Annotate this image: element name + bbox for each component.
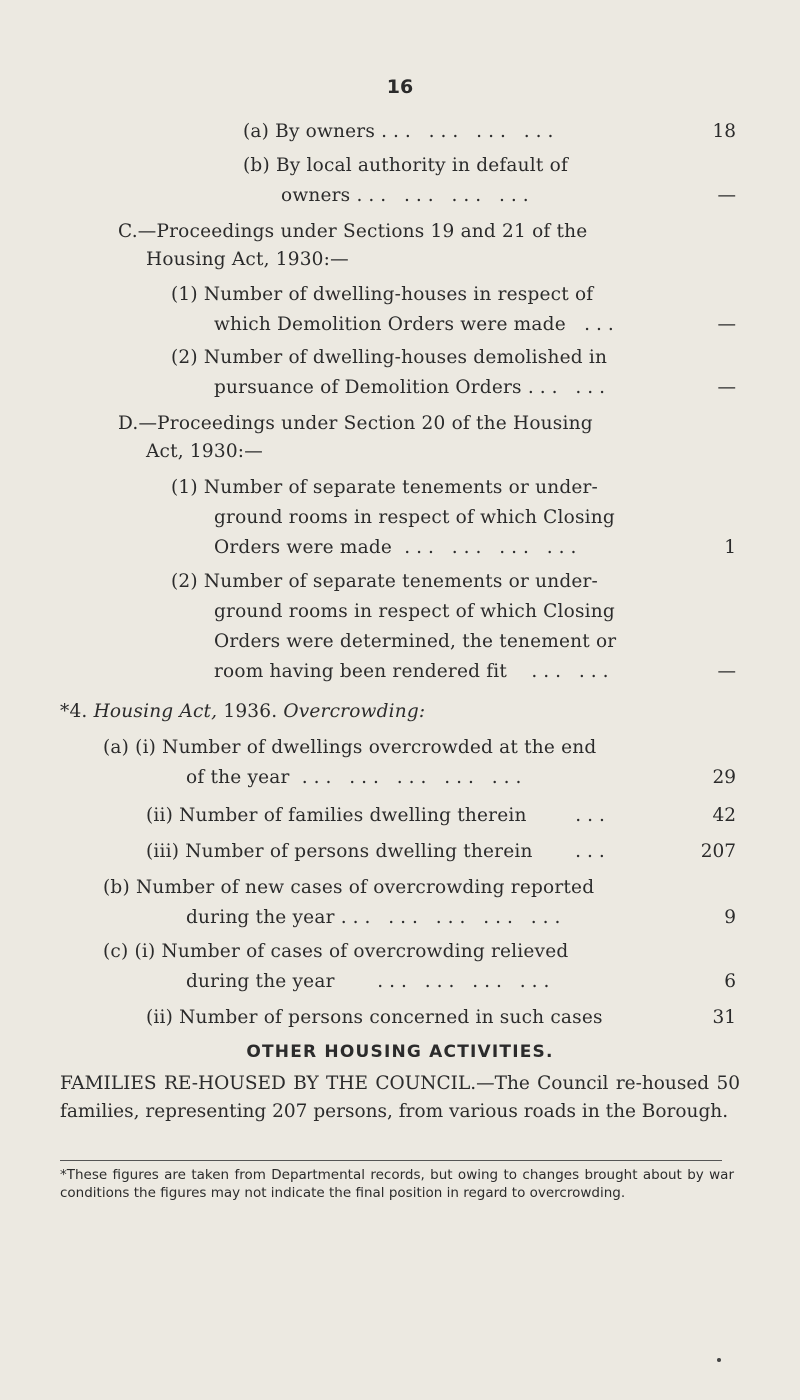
- item-d-1-line2: ground rooms in respect of which Closing: [214, 507, 615, 528]
- item-d-1-line3: Orders were made ... ... ... ...: [214, 537, 583, 558]
- page-number: 16: [386, 76, 414, 98]
- item-4-b-value: 9: [724, 907, 736, 928]
- print-mark: [717, 1358, 721, 1362]
- item-c-1-value: —: [717, 314, 736, 335]
- item-4-a-i-line1: (a) (i) Number of dwellings overcrowded at the end: [103, 737, 597, 758]
- other-housing-heading: OTHER HOUSING ACTIVITIES.: [246, 1042, 554, 1062]
- section-c-heading-1: C.—Proceedings under Sections 19 and 21 of the: [118, 221, 588, 242]
- item-4-a-ii: (ii) Number of families dwelling therein ...: [146, 805, 611, 826]
- item-4-a-ii-value: 42: [712, 805, 736, 826]
- item-4-b-line2: during the year ... ... ... ... ...: [186, 907, 567, 928]
- item-4-a-iii-value: 207: [700, 841, 736, 862]
- item-b-b-line2: owners ... ... ... ...: [281, 185, 535, 206]
- other-housing-paragraph: FAMILIES RE-HOUSED BY THE COUNCIL.—The Council re-housed 50 families, representing 207 persons, from various roads in the Borough.: [60, 1073, 740, 1122]
- item-d-2-line2: ground rooms in respect of which Closing: [214, 601, 615, 622]
- section-d-heading-1: D.—Proceedings under Section 20 of the Housing: [118, 413, 593, 434]
- item-c-1-line2: which Demolition Orders were made ...: [214, 314, 620, 335]
- item-4-a-i-line2: of the year ... ... ... ... ...: [186, 767, 528, 788]
- item-c-2-line2: pursuance of Demolition Orders ... ...: [214, 377, 611, 398]
- item-c-1-line1: (1) Number of dwelling-houses in respect of: [171, 284, 594, 305]
- item-c-2-value: —: [717, 377, 736, 398]
- item-4-c-i-line1: (c) (i) Number of cases of overcrowding relieved: [103, 941, 569, 962]
- item-4-a-iii: (iii) Number of persons dwelling therein ...: [146, 841, 611, 862]
- item-b-a-value: 18: [712, 121, 736, 142]
- item-c-2-line1: (2) Number of dwelling-houses demolished in: [171, 347, 608, 368]
- item-4-b-line1: (b) Number of new cases of overcrowding reported: [103, 877, 595, 898]
- item-4-a-i-value: 29: [712, 767, 736, 788]
- item-4-c-i-line2: during the year ... ... ... ...: [186, 971, 556, 992]
- item-d-2-value: —: [717, 661, 736, 682]
- item-b-b-value: —: [717, 185, 736, 206]
- item-b-b-line1: (b) By local authority in default of: [243, 155, 568, 176]
- item-d-1-value: 1: [724, 537, 736, 558]
- item-d-2-line3: Orders were determined, the tenement or: [214, 631, 617, 652]
- item-b-a: (a) By owners ... ... ... ...: [243, 121, 560, 142]
- item-d-2-line4: room having been rendered fit ... ...: [214, 661, 615, 682]
- item-4-c-ii-value: 31: [712, 1007, 736, 1028]
- section-c-heading-2: Housing Act, 1930:—: [146, 249, 349, 270]
- footnote-rule: [60, 1160, 722, 1161]
- section-d-heading-2: Act, 1930:—: [146, 441, 263, 462]
- section-4-heading: *4. Housing Act, 1936. Overcrowding:: [60, 701, 426, 722]
- item-4-c-ii: (ii) Number of persons concerned in such cases: [146, 1007, 603, 1028]
- footnote: *These figures are taken from Departmental records, but owing to changes brought about by war conditions the figures may not indicate the final position in regard to overcrowding.: [60, 1167, 734, 1201]
- item-d-1-line1: (1) Number of separate tenements or under-: [171, 477, 598, 498]
- item-4-c-i-value: 6: [724, 971, 736, 992]
- item-d-2-line1: (2) Number of separate tenements or under-: [171, 571, 598, 592]
